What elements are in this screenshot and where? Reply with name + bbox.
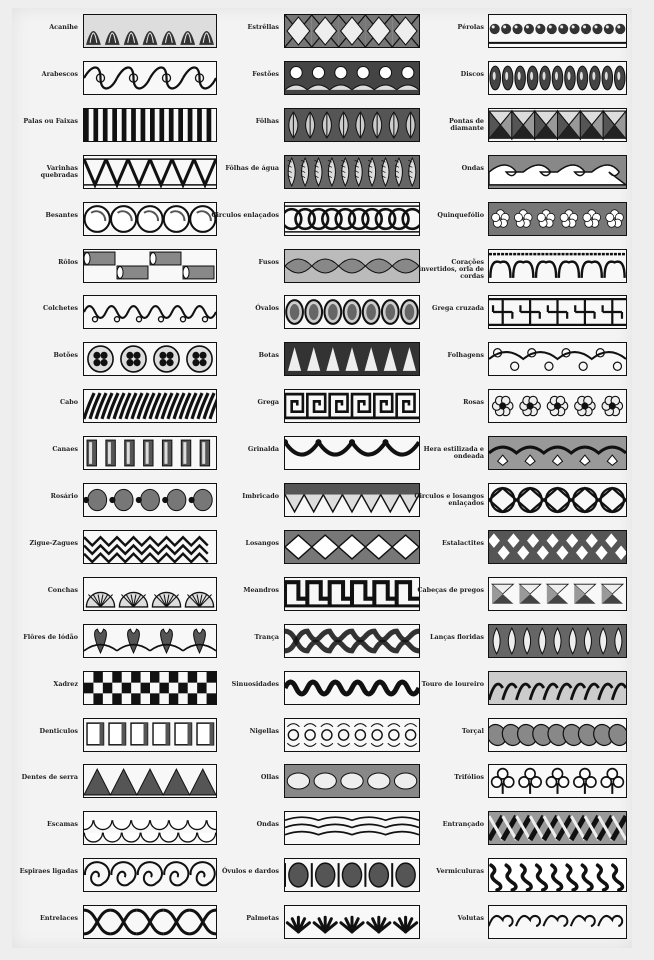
ornament-band-discs — [488, 61, 627, 95]
ornament-band-dentils — [83, 718, 217, 752]
ornament-label: Rosário — [50, 492, 78, 500]
ornament-label: Circulos enlaçados — [211, 210, 279, 219]
ornament-label: Entrançado — [442, 820, 484, 829]
ornament-label: Dentes de serra — [21, 773, 78, 782]
ornament-band-roses — [488, 389, 627, 423]
ornament-label: Folhagens — [447, 351, 484, 360]
ornament-label: Circulos e losangos enlaçados — [414, 492, 484, 507]
ornament-label: Grega — [257, 398, 279, 407]
ornament-label: Óvalos — [255, 304, 279, 313]
ornament-label: Palas ou Faixas — [23, 116, 78, 125]
ornament-label: Estalactites — [441, 538, 484, 547]
ornament-band-trefoils — [488, 764, 627, 798]
ornament-band-sawtooth — [83, 764, 217, 798]
ornament-band-channels — [83, 436, 217, 470]
ornament-band-boots — [284, 342, 420, 376]
ornament-band-waves — [284, 811, 420, 845]
ornament-label: Grinalda — [247, 445, 279, 454]
ornament-band-hearts — [488, 249, 627, 283]
ornament-label: Corações invertidos, orla de cordas — [418, 257, 484, 280]
ornament-band-pearls — [488, 14, 627, 48]
ornament-band-spears — [488, 624, 627, 658]
ornament-label: Xadrez — [53, 679, 78, 688]
ornament-band-diamondpoints — [488, 108, 627, 142]
ornament-band-pots — [284, 764, 420, 798]
ornament-band-sinuous — [284, 671, 420, 705]
ornament-label: Acanihe — [49, 23, 78, 31]
ornament-label: Besantes — [45, 210, 78, 219]
ornament-label: Nigellas — [249, 726, 279, 735]
ornament-band-zigzag — [83, 530, 217, 564]
ornament-label: Palmetas — [246, 914, 279, 923]
ornament-band-braid — [284, 624, 420, 658]
ornament-label: Grega cruzada — [431, 304, 484, 313]
ornament-band-cable — [83, 389, 217, 423]
ornament-band-interlace — [83, 905, 217, 939]
ornament-band-ivy — [488, 436, 627, 470]
ornament-label: Botas — [258, 351, 279, 360]
ornament-band-cinquefoil — [488, 202, 627, 236]
ornament-band-spindles — [284, 249, 420, 283]
ornament-label: Canaes — [52, 445, 78, 454]
ornament-label: Quinquefólio — [437, 210, 484, 219]
ornament-band-nigella — [284, 718, 420, 752]
ornament-band-buttons — [83, 342, 217, 376]
ornament-band-stalactites — [488, 530, 627, 564]
ornament-band-crossgreek — [488, 295, 627, 329]
ornament-label: Espiraes ligadas — [19, 867, 78, 876]
ornament-band-nailheads — [488, 577, 627, 611]
ornament-band-imbricated — [284, 483, 420, 517]
ornament-band-lotus — [83, 624, 217, 658]
ornament-label: Ollas — [260, 773, 279, 782]
ornament-band-circlelozenge — [488, 483, 627, 517]
ornament-label: Escamas — [46, 820, 78, 829]
ornament-band-meander — [284, 577, 420, 611]
ornament-label: Meandros — [243, 585, 279, 594]
ornament-label: Sinuosidades — [231, 679, 279, 688]
ornament-band-volutes — [488, 905, 627, 939]
ornament-band-twist — [488, 718, 627, 752]
ornament-label: Trança — [254, 632, 279, 641]
ornament-label: Flôres de lódão — [23, 632, 78, 641]
ornament-label: Colchetes — [43, 304, 78, 313]
ornament-band-stripes — [83, 108, 217, 142]
ornament-band-linkedcircles — [284, 202, 420, 236]
ornament-band-rolls — [83, 249, 217, 283]
ornament-band-scrollwaves — [488, 155, 627, 189]
ornament-label: Vermiculuras — [436, 867, 484, 876]
ornament-label: Varinhas quebradas — [40, 163, 78, 179]
ornament-band-hooks — [83, 295, 217, 329]
ornament-label: Torçal — [461, 726, 484, 735]
ornament-band-bezants — [83, 202, 217, 236]
ornament-label: Óvulos e dardos — [221, 867, 279, 876]
ornament-band-plait — [488, 811, 627, 845]
ornament-label: Ondas — [256, 820, 279, 829]
ornament-band-foliage — [488, 342, 627, 376]
ornament-band-ovals — [284, 295, 420, 329]
ornament-label: Pontas de diamante — [449, 116, 484, 132]
ornament-label: Fôlhas — [255, 116, 279, 125]
ornament-band-leaves — [284, 108, 420, 142]
ornament-band-stars — [284, 14, 420, 48]
ornament-band-palmettes — [284, 905, 420, 939]
ornament-label: Volutas — [457, 914, 484, 923]
ornament-label: Cabo — [60, 398, 78, 407]
ornament-band-festoons — [284, 61, 420, 95]
ornament-label: Arabescos — [41, 69, 78, 78]
ornament-band-lozenges — [284, 530, 420, 564]
ornament-band-spirals — [83, 858, 217, 892]
ornament-label: Botões — [53, 351, 78, 360]
ornament-label: Fusos — [258, 257, 279, 266]
ornament-label: Cabeças de pregos — [417, 585, 484, 594]
ornament-band-laurel — [488, 671, 627, 705]
ornament-band-brokenrods — [83, 155, 217, 189]
ornament-label: Pérolas — [457, 23, 484, 31]
ornament-band-garland — [284, 436, 420, 470]
ornament-label: Ondas — [461, 163, 484, 172]
ornament-label: Festões — [252, 69, 279, 78]
ornament-band-checker — [83, 671, 217, 705]
ornament-band-greek — [284, 389, 420, 423]
ornament-label: Estrêllas — [247, 23, 279, 31]
plate-inner — [12, 8, 632, 948]
ornament-label: Losangos — [245, 538, 279, 547]
ornament-label: Rôlos — [58, 257, 78, 266]
ornament-band-eggdart — [284, 858, 420, 892]
ornament-band-scales — [83, 811, 217, 845]
ornament-label: Trifólios — [454, 773, 484, 782]
ornament-label: Lanças floridas — [429, 632, 484, 641]
ornament-label: Fôlhas de água — [225, 163, 279, 172]
ornament-band-waterleaves — [284, 155, 420, 189]
ornament-label: Hera estilizada e ondeada — [423, 445, 484, 461]
ornament-band-rosary — [83, 483, 217, 517]
ornament-band-arabesque — [83, 61, 217, 95]
ornament-label: Conchas — [47, 585, 78, 594]
ornament-label: Denticulos — [39, 726, 78, 735]
ornament-band-vermiculation — [488, 858, 627, 892]
ornament-label: Zigue-Zagues — [29, 538, 78, 547]
ornament-label: Entrelaces — [39, 914, 78, 923]
ornament-label: Imbricado — [242, 492, 279, 500]
ornament-label: Touro de loureiro — [421, 679, 484, 688]
ornament-label: Discos — [460, 69, 484, 78]
ornament-label: Rosas — [463, 398, 484, 407]
ornament-band-acanthus — [83, 14, 217, 48]
ornament-band-shells — [83, 577, 217, 611]
